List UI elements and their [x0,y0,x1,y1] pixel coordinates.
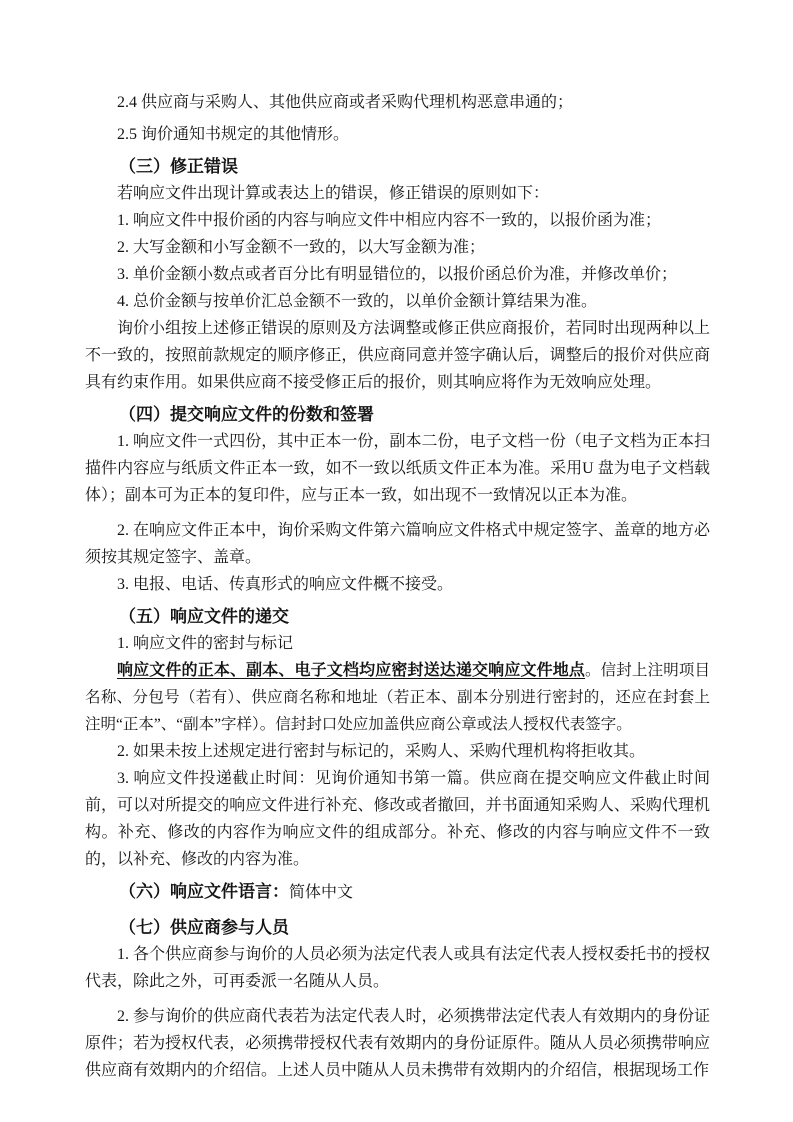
section-3-rule-4: 4. 总价金额与按单价汇总金额不一致的，以单价金额计算结果为准。 [117,293,598,310]
section-3-rule-1: 1. 响应文件中报价函的内容与响应文件中相应内容不一致的，以报价函为准； [117,212,662,229]
section-6-language-value: 简体中文 [289,884,354,901]
seal-requirement-detail-text: 。信封上注明项目名称、分包号（若有）、供应商名称和地址（若正本、副本分别进行密封的，还应在封套上注明“正本”、“副本”字样）。信封封口处应加盖供应商公章或法人授权代表签字。 [85,662,710,733]
section-4-paragraph-3: 3. 电报、电话、传真形式的响应文件概不接受。 [117,576,454,593]
section-3-rule-3: 3. 单价金额小数点或者百分比有明显错位的，以报价函总价为准，并修改单价； [117,266,678,283]
section-5-heading: （五）响应文件的递交 [119,607,289,626]
section-7-paragraph-1: 1. 各个供应商参与询价的人员必须为法定代表人或具有法定代表人授权委托书的授权代表，除此之外，可再委派一名随从人员。 [85,946,710,990]
section-3-rule-2: 2. 大写金额和小写金额不一致的，以大写金额为准； [117,239,486,256]
section-6-heading-line [85,878,710,906]
clause-2-5: 2.5 询价通知书规定的其他情形。 [117,126,350,143]
section-5-paragraph-2: 2. 如果未按上述规定进行密封与标记的，采购人、采购代理机构将拒收其。 [117,743,646,760]
section-5-subheading-1: 1. 响应文件的密封与标记 [117,635,294,652]
section-7-paragraph-2: 2. 参与询价的供应商代表若为法定代表人时，必须携带法定代表人有效期内的身份证原件；若为授权代表，必须携带授权代表有效期内的身份证原件。随从人员必须携带响应供应商有效期内的介绍信。上述人员中随从人员未携带有效期内的介绍信，根据现场工作 [85,1008,710,1079]
seal-requirement-bold-text: 响应文件的正本、副本、电子文档均应密封送达递交响应文件地点 [117,662,586,679]
document-content [85,89,710,1084]
section-7-heading: （七）供应商参与人员 [119,918,289,937]
clause-2-4: 2.4 供应商与采购人、其他供应商或者采购代理机构恶意串通的； [117,94,574,111]
section-3-heading: （三）修正错误 [119,157,238,176]
section-4-paragraph-2: 2. 在响应文件正本中，询价采购文件第六篇响应文件格式中规定签字、盖章的地方必须按其规定签字、盖章。 [85,522,710,566]
section-5-paragraph-3: 3. 响应文件投递截止时间：见询价通知书第一篇。供应商在提交响应文件截止时间前，可以对所提交的响应文件进行补充、修改或者撤回，并书面通知采购人、采购代理机构。补充、修改的内容作为响应文件的组成部分。补充、修改的内容与响应文件不一致的，以补充、修改的内容为准。 [85,770,710,868]
section-3-intro: 若响应文件出现计算或表达上的错误，修正错误的原则如下： [117,185,550,202]
section-4-paragraph-1: 1. 响应文件一式四份，其中正本一份，副本二份，电子文档一份（电子文档为正本扫描件内容应与纸质文件正本一致，如不一致以纸质文件正本为准。采用U 盘为电子文档载体）；副本可为正本的复印件，应与正本一致，如出现不一致情况以正本为准。 [85,433,710,504]
section-3-note: 询价小组按上述修正错误的原则及方法调整或修正供应商报价，若同时出现两种以上不一致的，按照前款规定的顺序修正，供应商同意并签字确认后，调整后的报价对供应商具有约束作用。如果供应商不接受修正后的报价，则其响应将作为无效响应处理。 [85,320,710,391]
section-6-heading-label: （六）响应文件语言： [119,882,289,901]
section-4-heading: （四）提交响应文件的份数和签署 [119,405,374,424]
section-5-seal-paragraph [85,657,710,738]
